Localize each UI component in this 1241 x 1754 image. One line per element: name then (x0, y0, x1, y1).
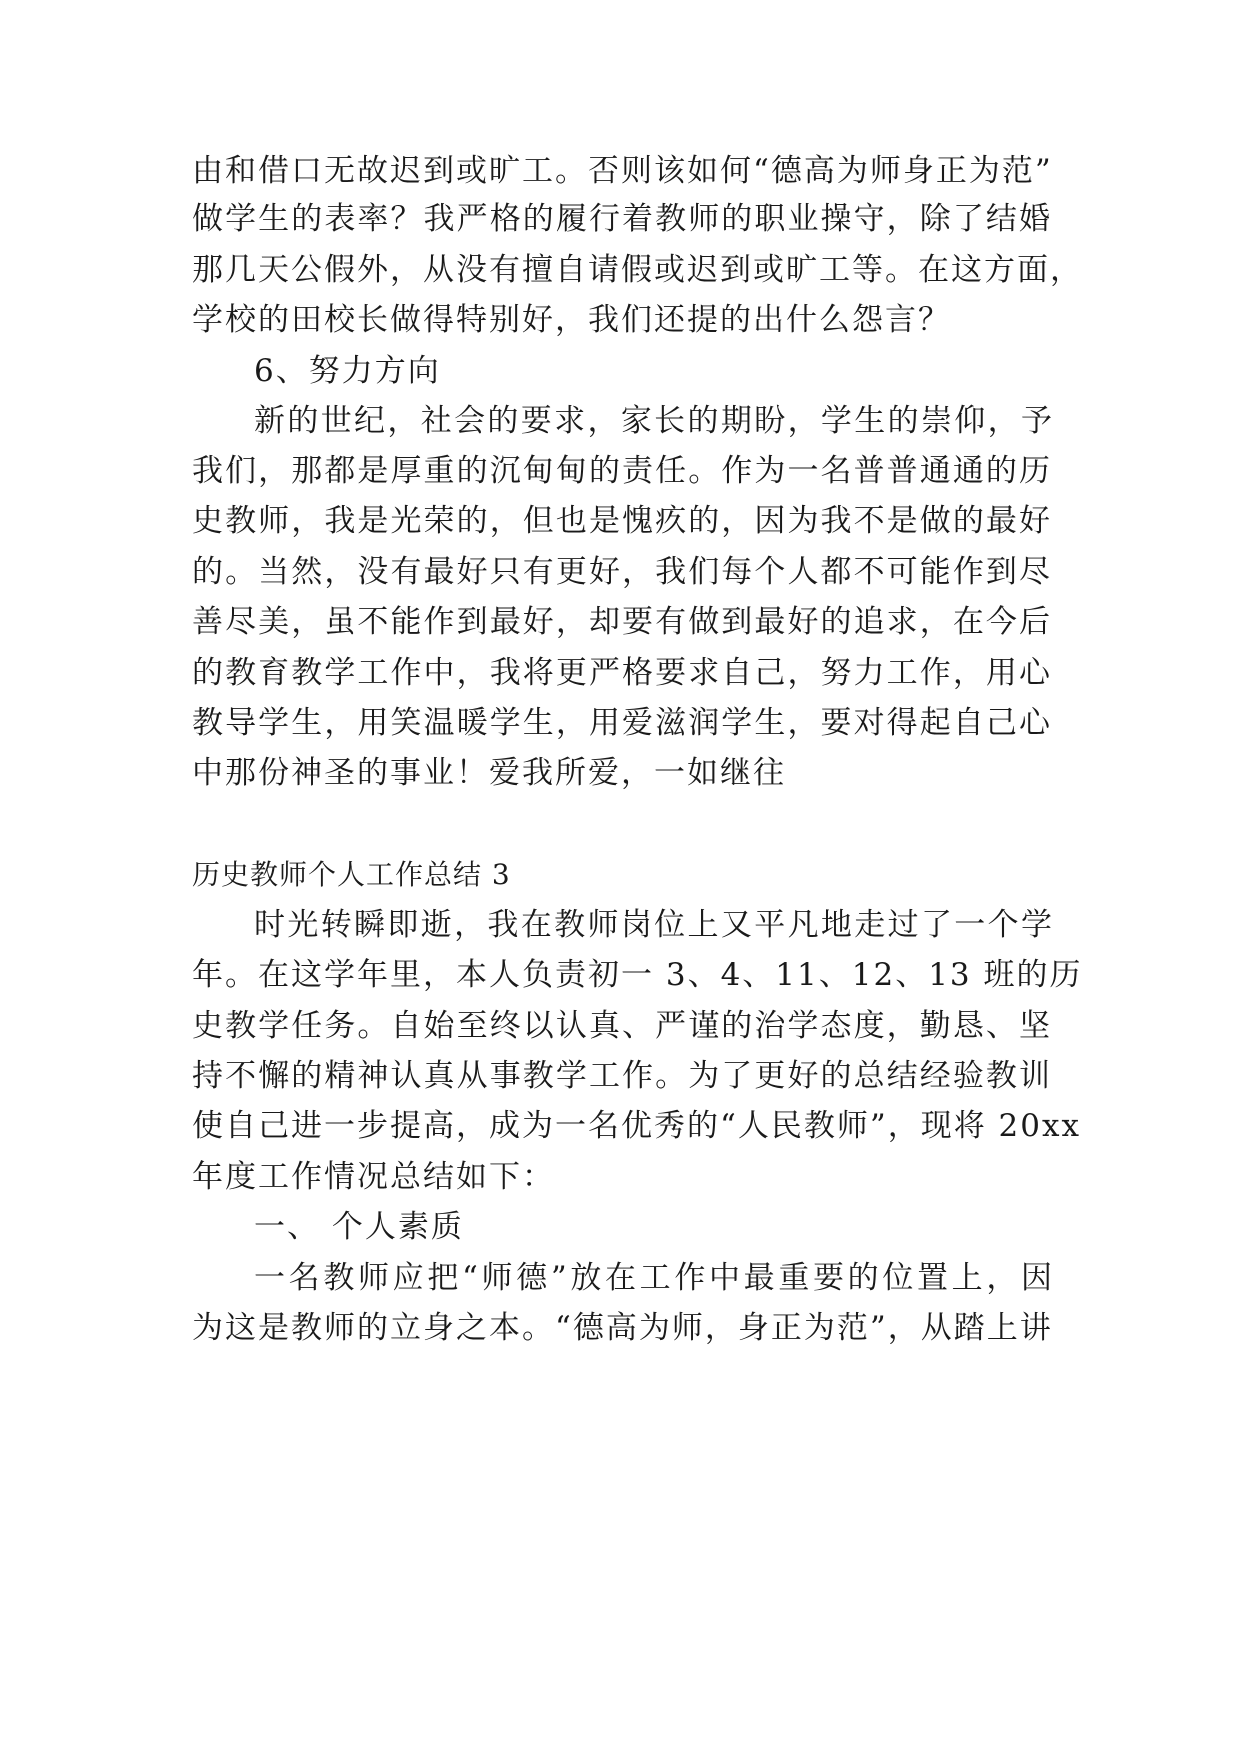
paragraph-line: 持不懈的精神认真从事教学工作。为了更好的总结经验教训 (192, 1058, 1052, 1094)
paragraph-line: 善尽美，虽不能作到最好，却要有做到最好的追求，在今后 (192, 604, 1052, 640)
paragraph-line: 的。当然，没有最好只有更好，我们每个人都不可能作到尽 (192, 554, 1052, 590)
paragraph-line: 新的世纪，社会的要求，家长的期盼，学生的崇仰，予 (254, 403, 1054, 439)
section-title: 历史教师个人工作总结 3 (192, 858, 511, 891)
paragraph-line: 教导学生，用笑温暖学生，用爱滋润学生，要对得起自己心 (192, 705, 1052, 741)
paragraph-line: 史教学任务。自始至终以认真、严谨的治学态度，勤恳、坚 (192, 1008, 1052, 1044)
paragraph-line: 学校的田校长做得特别好，我们还提的出什么怨言？ (192, 302, 951, 338)
paragraph-line: 我们，那都是厚重的沉甸甸的责任。作为一名普普通通的历 (192, 453, 1052, 489)
paragraph-line: 一名教师应把“师德”放在工作中最重要的位置上，因 (254, 1260, 1054, 1296)
paragraph-line: 中那份神圣的事业！爱我所爱，一如继往 (192, 755, 786, 791)
paragraph-line: 使自己进一步提高，成为一名优秀的“人民教师”，现将 20xx (192, 1108, 1081, 1144)
subheading: 6、努力方向 (254, 353, 441, 389)
paragraph-line: 年。在这学年里，本人负责初一 3、4、11、12、13 班的历 (192, 957, 1083, 993)
paragraph-line: 时光转瞬即逝，我在教师岗位上又平凡地走过了一个学 (254, 907, 1054, 943)
paragraph-line: 年度工作情况总结如下： (192, 1159, 555, 1195)
paragraph-line: 为这是教师的立身之本。“德高为师，身正为范”，从踏上讲 (192, 1310, 1053, 1346)
subheading: 一、 个人素质 (254, 1209, 464, 1245)
paragraph-line: 那几天公假外，从没有擅自请假或迟到或旷工等。在这方面， (192, 252, 1083, 288)
paragraph-line: 由和借口无故迟到或旷工。否则该如何“德高为师身正为范” (192, 153, 1053, 189)
paragraph-line: 史教师，我是光荣的，但也是愧疚的，因为我不是做的最好 (192, 503, 1052, 539)
paragraph-line: 做学生的表率？我严格的履行着教师的职业操守，除了结婚 (192, 201, 1052, 237)
paragraph-line: 的教育教学工作中，我将更严格要求自己，努力工作，用心 (192, 655, 1052, 691)
